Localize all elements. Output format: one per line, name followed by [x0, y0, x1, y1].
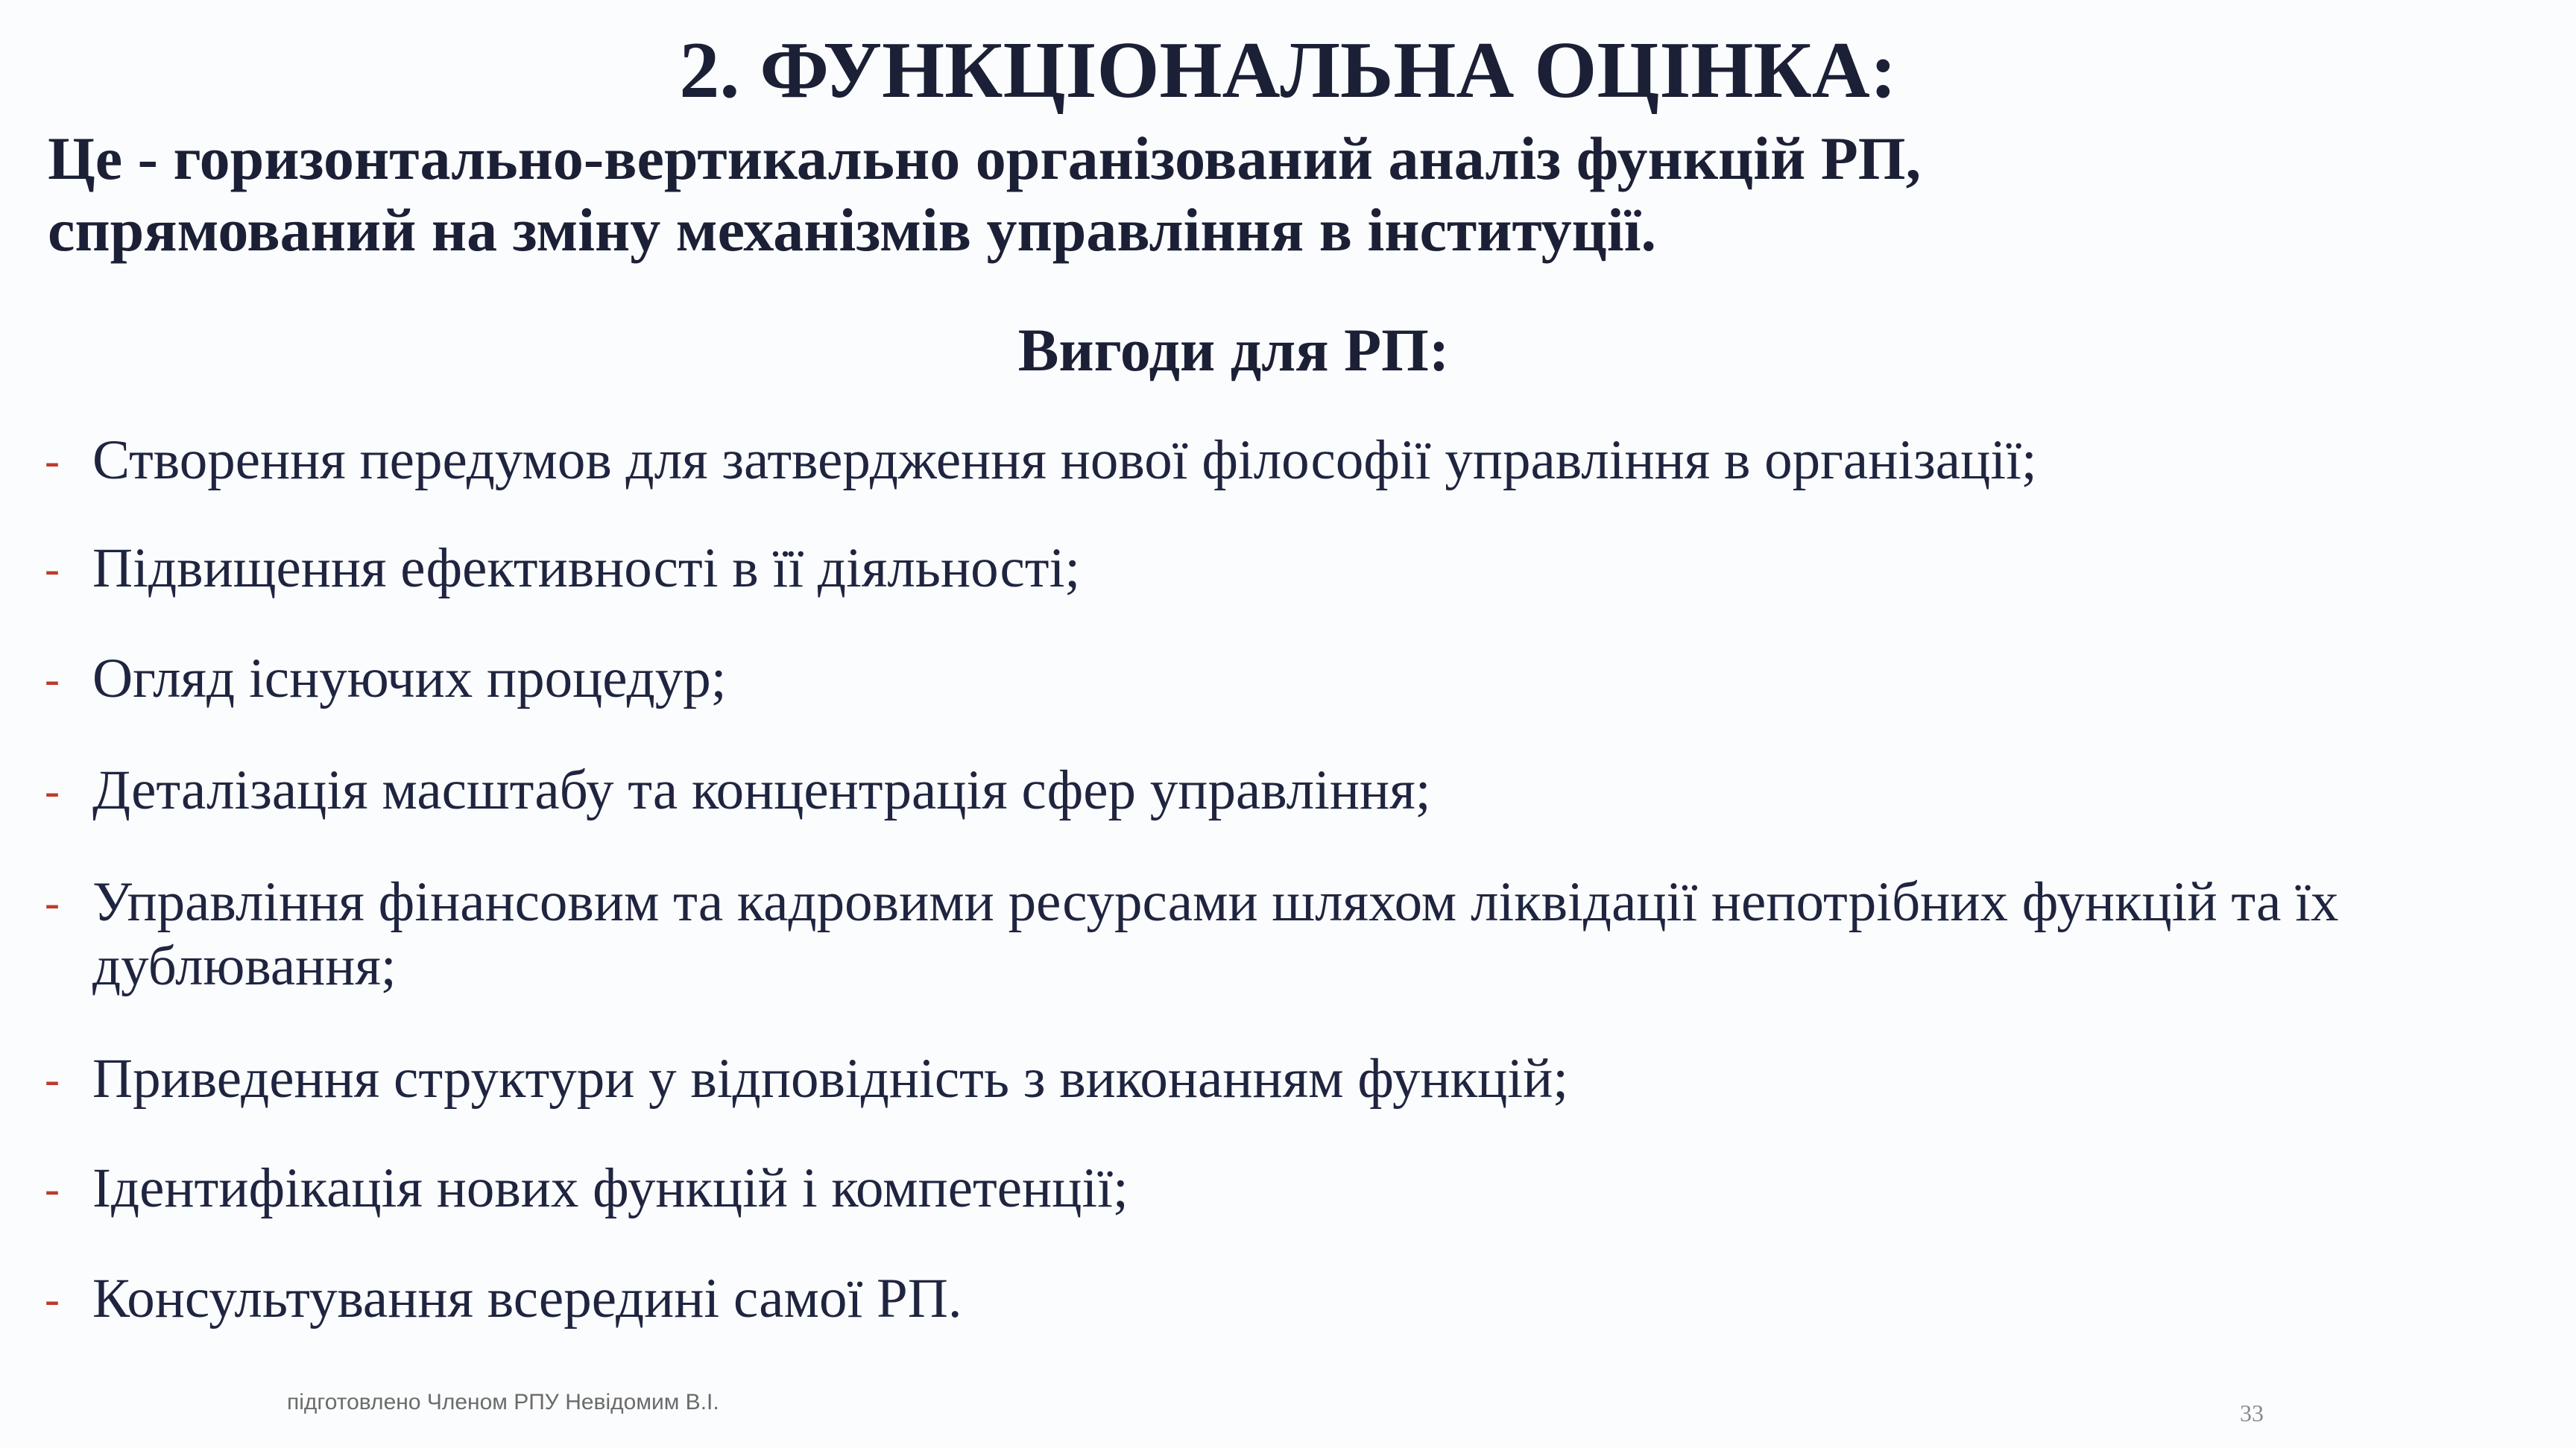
benefit-text: Підвищення ефективності в її діяльності; [92, 537, 1081, 599]
bullet-dash: - [45, 766, 60, 815]
page-number: 33 [2240, 1400, 2264, 1426]
benefit-item [45, 1047, 2534, 1111]
bullet-dash: - [45, 544, 60, 593]
benefit-item [45, 759, 2534, 823]
benefits-heading: Вигоди для РП: [1017, 316, 1450, 384]
bullet-dash: - [45, 878, 60, 927]
bullet-dash: - [45, 1164, 60, 1213]
bullet-dash: - [45, 1055, 60, 1104]
benefit-item [45, 429, 2534, 493]
benefit-text: Управління фінансовим та кадровими ресурсами шляхом ліквідації непотрібних функцій та їх дублювання; [92, 871, 2339, 997]
bullet-dash: - [45, 1274, 60, 1324]
benefit-item [45, 870, 2534, 999]
benefit-item [45, 1267, 2534, 1331]
benefit-text: Деталізація масштабу та концентрація сфер управління; [92, 759, 1431, 821]
footer-author: підготовлено Членом РПУ Невідомим В.І. [287, 1390, 719, 1414]
bullet-dash: - [45, 654, 60, 704]
slide-title: 2. ФУНКЦІОНАЛЬНА ОЦІНКА: [679, 26, 1897, 115]
intro-paragraph [48, 123, 2433, 266]
benefit-item [45, 647, 2534, 711]
benefit-item [45, 1157, 2534, 1221]
benefit-text: Консультування всередині самої РП. [92, 1268, 962, 1330]
intro-line: Це - горизонтально-вертикально організований аналіз функцій РП, [48, 124, 1922, 192]
benefit-text: Приведення структури у відповідність з виконанням функцій; [92, 1048, 1569, 1110]
benefit-item [45, 537, 2534, 601]
benefit-text: Створення передумов для затвердження нової філософії управління в організації; [92, 429, 2037, 491]
intro-line: спрямований на зміну механізмів управління в інституції. [48, 196, 1656, 264]
bullet-dash: - [45, 436, 60, 485]
benefit-text: Огляд існуючих процедур; [92, 648, 727, 709]
benefit-text: Ідентифікація нових функцій і компетенції; [92, 1157, 1128, 1219]
